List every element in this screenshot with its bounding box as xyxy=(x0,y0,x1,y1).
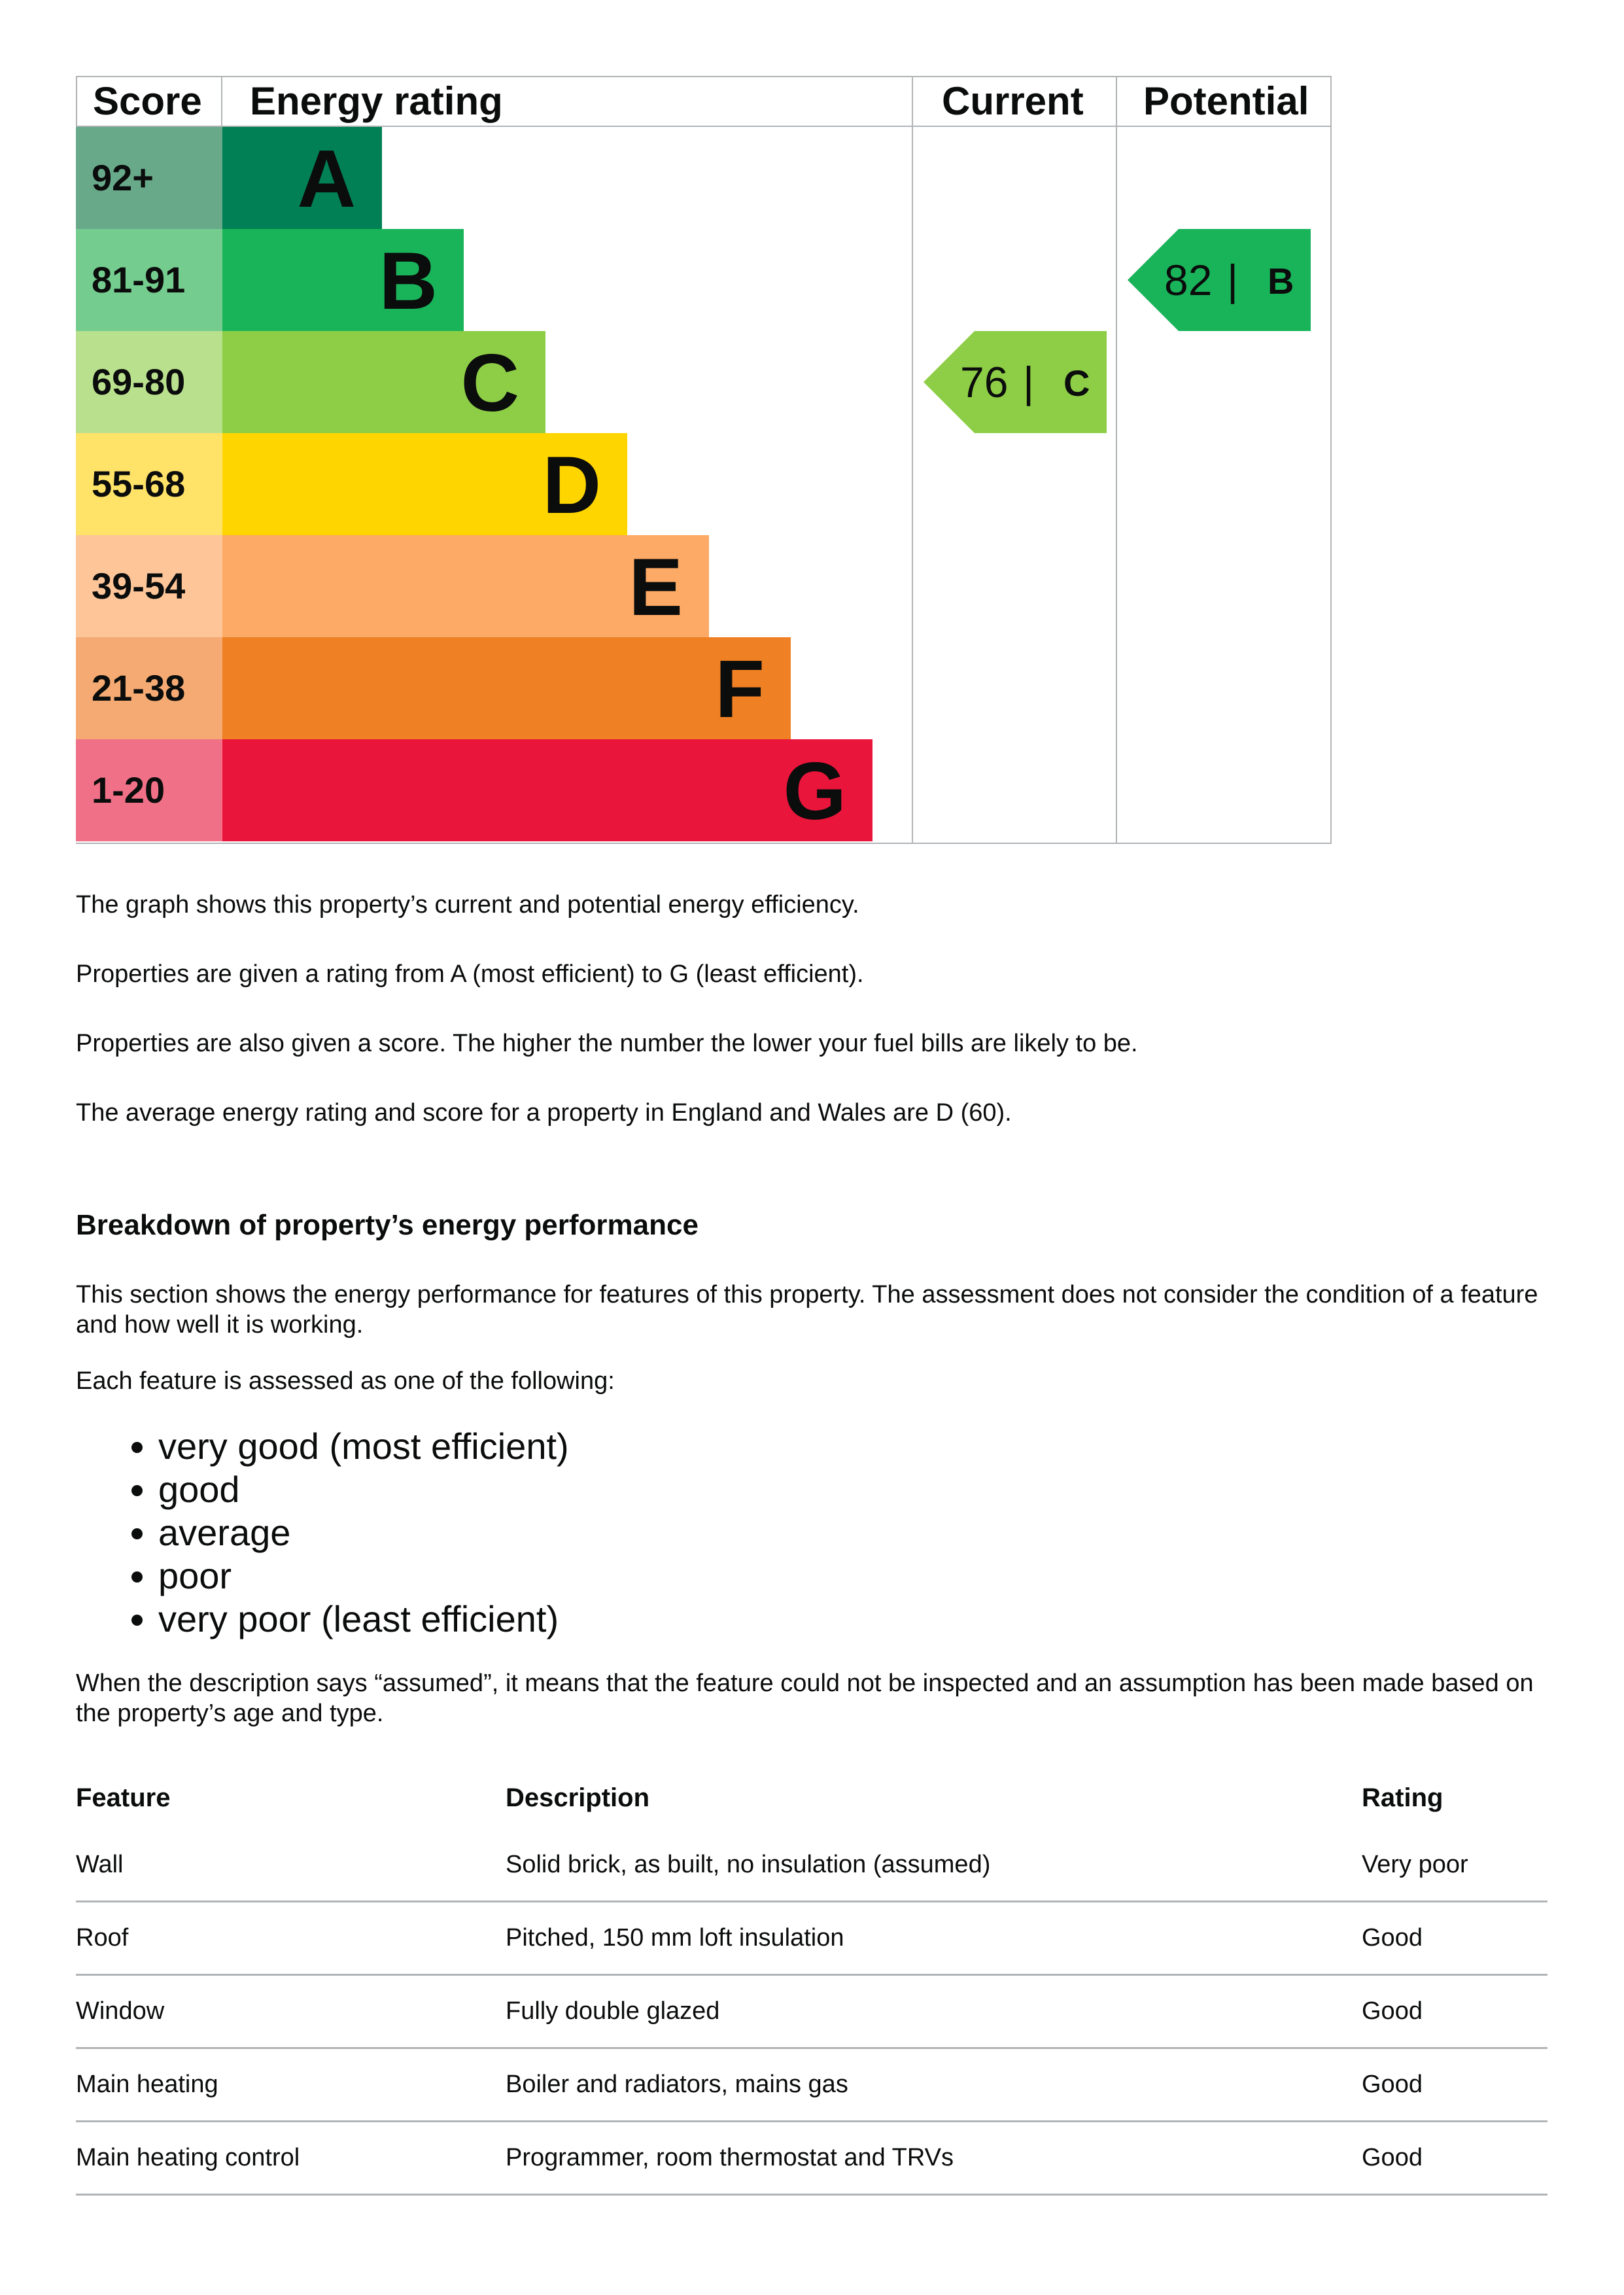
list-item: • poor xyxy=(158,1554,569,1598)
intro-paragraph-4: The average energy rating and score for a property in England and Wales are D (60). xyxy=(76,1099,1012,1127)
score-range-g: 1-20 xyxy=(76,739,222,841)
band-bar-a: A xyxy=(222,127,382,229)
band-bar-g: G xyxy=(222,739,872,841)
band-bar-e: E xyxy=(222,535,709,637)
description-cell: Programmer, room thermostat and TRVs xyxy=(506,2144,954,2171)
list-item: • average xyxy=(158,1511,569,1554)
table-row xyxy=(76,2122,1547,2196)
rating-column-header: Rating xyxy=(1362,1783,1443,1812)
potential-score: 82 xyxy=(1164,256,1213,304)
score-range-a: 92+ xyxy=(76,127,222,229)
potential-band: B xyxy=(1268,260,1294,302)
band-bar-d: D xyxy=(222,433,627,535)
rating-cell: Good xyxy=(1362,1924,1423,1952)
list-item: • very good (most efficient) xyxy=(158,1425,569,1468)
intro-paragraph-1: The graph shows this property’s current and potential energy efficiency. xyxy=(76,891,859,919)
feature-cell: Main heating xyxy=(76,2071,218,2098)
score-range-c: 69-80 xyxy=(76,331,222,433)
band-bar-b: B xyxy=(222,229,464,331)
feature-column-header: Feature xyxy=(76,1783,171,1812)
breakdown-paragraph-2: Each feature is assessed as one of the following: xyxy=(76,1367,615,1395)
rating-cell: Good xyxy=(1362,2144,1423,2171)
list-item: • very poor (least efficient) xyxy=(158,1598,569,1641)
potential-separator: | xyxy=(1227,256,1239,304)
potential-column xyxy=(1116,76,1332,844)
energy-rating-chart xyxy=(76,76,1332,844)
score-range-e: 39-54 xyxy=(76,535,222,637)
intro-paragraph-3: Properties are also given a score. The higher the number the lower your fuel bills are likely to be. xyxy=(76,1030,1138,1057)
description-cell: Boiler and radiators, mains gas xyxy=(506,2071,848,2098)
current-header: Current xyxy=(942,79,1084,123)
breakdown-paragraph-3: When the description says “assumed”, it means that the feature could not be inspected and an assumption has been made based on the property’s age and type. xyxy=(76,1670,1534,1727)
rating-cell: Very poor xyxy=(1362,1851,1468,1878)
current-column xyxy=(912,76,1117,844)
feature-cell: Window xyxy=(76,1997,165,2025)
description-column-header: Description xyxy=(506,1783,650,1812)
feature-cell: Wall xyxy=(76,1851,124,1878)
score-header: Score xyxy=(93,79,202,123)
band-bar-f: F xyxy=(222,637,791,739)
score-range-b: 81-91 xyxy=(76,229,222,331)
score-range-f: 21-38 xyxy=(76,637,222,739)
intro-paragraph-2: Properties are given a rating from A (most efficient) to G (least efficient). xyxy=(76,960,864,988)
feature-cell: Main heating control xyxy=(76,2144,300,2171)
energy-rating-header: Energy rating xyxy=(250,79,503,123)
feature-cell: Roof xyxy=(76,1924,129,1952)
table-row xyxy=(76,1976,1547,2049)
table-row xyxy=(76,1829,1547,1902)
current-separator: | xyxy=(1023,358,1035,406)
current-rating-arrow xyxy=(924,331,1107,433)
header-divider xyxy=(221,76,222,127)
rating-cell: Good xyxy=(1362,1997,1423,2025)
rating-levels-list xyxy=(76,1425,569,1641)
table-row xyxy=(76,1902,1547,1976)
breakdown-paragraph-1: This section shows the energy performance for features of this property. The assessment does not consider the condition of a feature and how well it is working. xyxy=(76,1281,1538,1339)
feature-table xyxy=(76,1766,1547,2196)
description-cell: Fully double glazed xyxy=(506,1997,720,2025)
list-item: • good xyxy=(158,1468,569,1511)
description-cell: Solid brick, as built, no insulation (assumed) xyxy=(506,1851,991,1878)
band-bar-c: C xyxy=(222,331,545,433)
potential-header: Potential xyxy=(1143,79,1309,123)
breakdown-title: Breakdown of property’s energy performance xyxy=(76,1209,699,1241)
rating-cell: Good xyxy=(1362,2071,1423,2098)
score-range-d: 55-68 xyxy=(76,433,222,535)
table-header-row xyxy=(76,1766,1547,1829)
current-band: C xyxy=(1063,362,1090,404)
table-row xyxy=(76,2049,1547,2122)
description-cell: Pitched, 150 mm loft insulation xyxy=(506,1924,844,1952)
potential-rating-arrow xyxy=(1128,229,1311,331)
current-score: 76 xyxy=(960,358,1009,406)
